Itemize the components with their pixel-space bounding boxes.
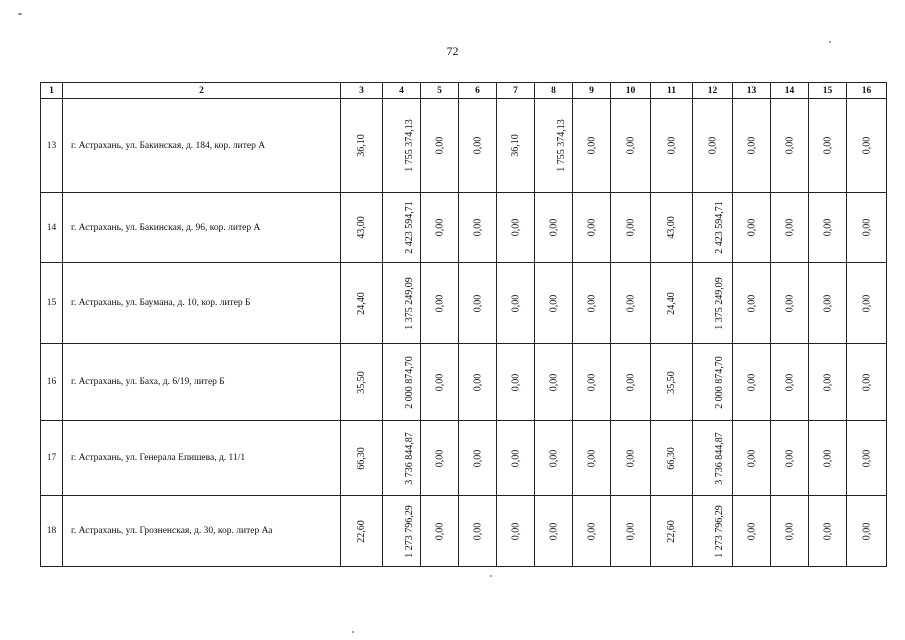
value-text: 0,00 [548,373,559,391]
value-text: 0,00 [861,373,872,391]
value-text: 43,00 [356,216,367,239]
value-cell [809,99,847,193]
value-cell [383,99,421,193]
value-cell [421,496,459,567]
address-cell: г. Астрахань, ул. Грозненская, д. 30, кор. литер Аа [63,496,341,567]
value-cell [809,263,847,344]
value-cell [771,421,809,496]
address-cell: г. Астрахань, ул. Бакинская, д. 96, кор. литер А [63,193,341,263]
value-text: 0,00 [822,218,833,237]
value-cell [847,263,887,344]
value-text: 0,00 [472,218,483,237]
value-cell [497,193,535,263]
value-cell [341,344,383,421]
value-cell [573,99,611,193]
header-cell: 5 [421,83,459,99]
value-text: 36,10 [356,134,367,157]
value-text: 0,00 [784,373,795,391]
header-cell: 8 [535,83,573,99]
value-text: 0,00 [472,294,483,312]
value-cell [421,344,459,421]
header-cell: 14 [771,83,809,99]
value-text: 0,00 [548,522,559,540]
header-cell: 7 [497,83,535,99]
value-cell [341,421,383,496]
value-cell [809,193,847,263]
value-cell [771,193,809,263]
value-cell [535,193,573,263]
header-cell: 2 [63,83,341,99]
value-cell [573,193,611,263]
value-text: 0,00 [746,522,757,540]
value-cell [733,496,771,567]
header-cell: 12 [693,83,733,99]
value-text: 0,00 [472,373,483,391]
address-cell: г. Астрахань, ул. Генерала Епишева, д. 11/1 [63,421,341,496]
address-cell: г. Астрахань, ул. Бакинская, д. 184, кор. литер А [63,99,341,193]
value-cell [651,99,693,193]
value-cell [651,193,693,263]
value-text: 0,00 [861,294,872,312]
value-cell [497,421,535,496]
value-cell [497,99,535,193]
value-cell [341,99,383,193]
header-cell: 6 [459,83,497,99]
value-text: 2 000 874,70 [713,355,725,409]
value-text: 0,00 [586,218,597,237]
header-cell: 4 [383,83,421,99]
value-text: 0,00 [586,136,597,155]
value-text: 0,00 [666,136,677,155]
value-text: 0,00 [434,218,445,237]
header-cell: 13 [733,83,771,99]
table-row [41,496,887,567]
value-cell [573,496,611,567]
value-text: 0,00 [586,373,597,391]
value-text: 0,00 [625,294,636,312]
value-text: 0,00 [784,522,795,540]
value-text: 24,40 [356,291,367,315]
header-cell: 10 [611,83,651,99]
value-cell [383,421,421,496]
value-text: 0,00 [586,449,597,467]
table-row [41,344,887,421]
value-text: 0,00 [434,522,445,540]
value-cell [651,496,693,567]
value-cell [459,263,497,344]
value-cell [459,193,497,263]
value-cell [693,263,733,344]
value-text: 36,10 [510,134,521,157]
value-cell [693,99,733,193]
row-number: 13 [41,99,63,193]
value-text: 24,40 [666,291,677,315]
value-cell [497,344,535,421]
value-text: 0,00 [510,218,521,237]
page-number: 72 [446,44,459,58]
value-text: 3 736 844,87 [713,431,725,485]
value-cell [693,496,733,567]
value-cell [809,344,847,421]
value-cell [771,344,809,421]
value-cell [535,99,573,193]
value-text: 0,00 [434,373,445,391]
value-text: 0,00 [822,449,833,467]
value-text: 0,00 [548,294,559,312]
value-text: 22,60 [666,519,677,543]
value-text: 0,00 [746,218,757,237]
value-cell [733,263,771,344]
value-cell [611,99,651,193]
value-cell [341,193,383,263]
value-cell [651,421,693,496]
value-text: 3 736 844,87 [403,431,415,485]
value-cell [733,99,771,193]
row-number: 16 [41,344,63,421]
value-text: 0,00 [625,373,636,391]
value-cell [421,421,459,496]
value-text: 0,00 [472,449,483,467]
scan-speck [352,631,354,633]
value-cell [573,421,611,496]
value-text: 0,00 [861,218,872,237]
value-text: 1 755 374,13 [555,119,567,172]
value-cell [611,344,651,421]
value-cell [809,421,847,496]
value-cell [809,496,847,567]
value-text: 0,00 [510,294,521,312]
value-text: 0,00 [746,136,757,155]
value-cell [847,193,887,263]
value-cell [421,263,459,344]
value-cell [535,263,573,344]
value-cell [651,344,693,421]
value-text: 0,00 [548,449,559,467]
value-cell [771,99,809,193]
value-text: 2 423 594,71 [713,201,725,254]
value-text: 0,00 [434,136,445,155]
value-text: 35,50 [666,370,677,394]
table-row [41,263,887,344]
value-text: 1 273 796,29 [713,504,725,558]
value-cell [573,263,611,344]
value-cell [341,263,383,344]
value-text: 0,00 [822,294,833,312]
value-cell [693,421,733,496]
value-text: 0,00 [510,449,521,467]
value-cell [733,344,771,421]
header-cell: 16 [847,83,887,99]
value-cell [459,421,497,496]
value-cell [733,193,771,263]
row-number: 14 [41,193,63,263]
value-cell [459,496,497,567]
value-text: 0,00 [861,522,872,540]
value-cell [573,344,611,421]
value-text: 0,00 [822,373,833,391]
value-cell [535,496,573,567]
value-cell [497,263,535,344]
header-cell: 1 [41,83,63,99]
value-text: 2 000 874,70 [403,355,415,409]
row-number: 15 [41,263,63,344]
value-cell [421,193,459,263]
scan-speck [18,13,22,15]
value-cell [421,99,459,193]
value-text: 0,00 [434,294,445,312]
value-text: 1 755 374,13 [403,119,415,172]
scan-speck [490,575,492,577]
value-text: 1 375 249,09 [713,276,725,330]
header-cell: 9 [573,83,611,99]
value-text: 43,00 [666,216,677,239]
value-cell [611,421,651,496]
row-number: 18 [41,496,63,567]
value-cell [341,496,383,567]
value-text: 0,00 [784,218,795,237]
value-text: 0,00 [586,522,597,540]
table-row [41,421,887,496]
header-cell: 3 [341,83,383,99]
value-cell [771,263,809,344]
scan-speck [829,41,831,43]
value-text: 0,00 [472,136,483,155]
value-cell [611,496,651,567]
value-text: 0,00 [472,522,483,540]
value-cell [847,99,887,193]
value-cell [383,344,421,421]
header-row [41,83,887,99]
address-cell: г. Астрахань, ул. Баумана, д. 10, кор. литер Б [63,263,341,344]
value-cell [847,496,887,567]
data-table [40,82,887,567]
value-cell [535,344,573,421]
value-text: 0,00 [625,218,636,237]
value-text: 1 273 796,29 [403,504,415,558]
value-text: 22,60 [356,519,367,543]
value-cell [611,263,651,344]
value-cell [383,263,421,344]
value-text: 1 375 249,09 [403,276,415,330]
value-text: 0,00 [707,136,718,155]
value-text: 0,00 [784,294,795,312]
row-number: 17 [41,421,63,496]
value-text: 0,00 [861,449,872,467]
value-text: 0,00 [861,136,872,155]
value-text: 0,00 [510,373,521,391]
value-text: 0,00 [548,218,559,237]
value-text: 0,00 [625,522,636,540]
value-cell [497,496,535,567]
value-cell [651,263,693,344]
value-text: 66,30 [666,446,677,470]
value-text: 0,00 [625,136,636,155]
header-cell: 15 [809,83,847,99]
value-text: 0,00 [746,294,757,312]
value-cell [383,193,421,263]
value-text: 66,30 [356,446,367,470]
header-cell: 11 [651,83,693,99]
value-cell [693,193,733,263]
address-cell: г. Астрахань, ул. Баха, д. 6/19, литер Б [63,344,341,421]
value-cell [535,421,573,496]
value-text: 0,00 [746,449,757,467]
value-cell [611,193,651,263]
value-text: 0,00 [784,136,795,155]
value-cell [847,421,887,496]
value-cell [693,344,733,421]
value-text: 0,00 [510,522,521,540]
value-text: 0,00 [822,136,833,155]
value-cell [771,496,809,567]
value-cell [847,344,887,421]
value-text: 0,00 [822,522,833,540]
value-cell [459,99,497,193]
value-cell [383,496,421,567]
table-row [41,193,887,263]
value-cell [459,344,497,421]
value-text: 0,00 [434,449,445,467]
value-cell [733,421,771,496]
value-text: 0,00 [784,449,795,467]
table-row [41,99,887,193]
value-text: 2 423 594,71 [403,201,415,254]
value-text: 35,50 [356,370,367,394]
value-text: 0,00 [625,449,636,467]
value-text: 0,00 [586,294,597,312]
value-text: 0,00 [746,373,757,391]
